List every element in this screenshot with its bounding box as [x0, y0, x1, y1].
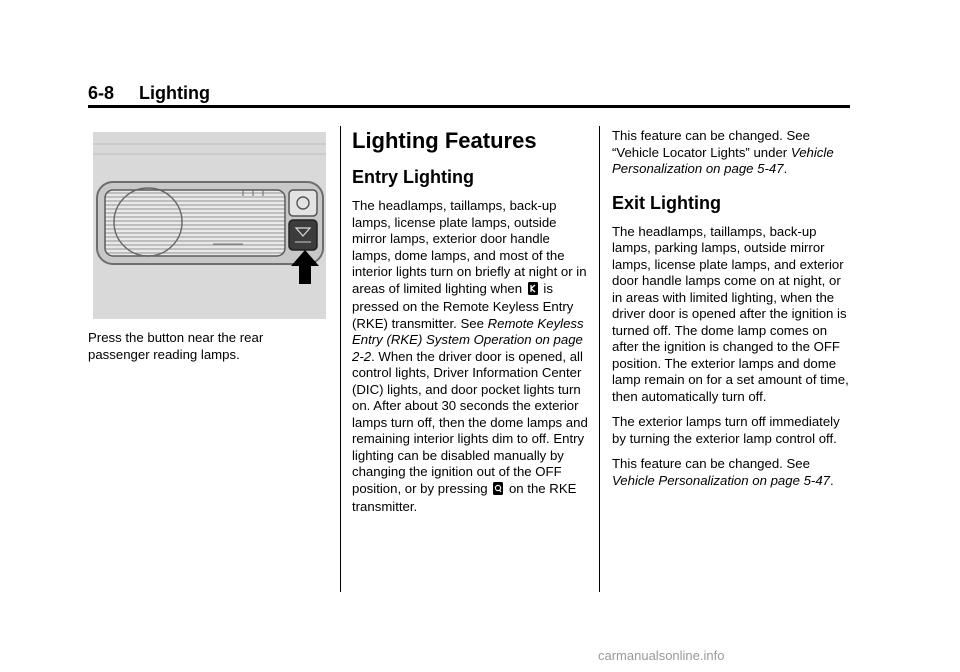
figure-caption: Press the button near the rear passenger reading lamps. — [88, 330, 264, 362]
middle-column — [352, 128, 592, 525]
exterior-lamps-paragraph: The exterior lamps turn off immediately by turning the exterior lamp control off. — [612, 414, 840, 446]
column-divider-left — [340, 126, 341, 592]
right-column — [612, 128, 854, 498]
header-rule — [88, 105, 850, 108]
personalization-reference: Vehicle Personalization on page 5-47 — [612, 144, 834, 176]
reading-lamp-figure — [93, 132, 326, 319]
lock-key-icon — [493, 482, 503, 500]
unlock-key-icon — [528, 282, 538, 300]
exit-lighting-paragraph: The headlamps, taillamps, back-up lamps, parking lamps, outside mirror lamps, license plate lamps, and exterior door handle lamps come on at night, or in areas with limited lighting, when the driver door is opened after the ignition is turned off. The dome lamp comes on after the ignition is changed to the OFF position. The exterior lamps and dome lamp remain on for a set amount of time, then automatically turn off. — [612, 223, 849, 404]
rke-reference: Remote Keyless Entry (RKE) System Operation on page 2-2 — [352, 315, 584, 364]
entry-lighting-heading: Entry Lighting — [352, 167, 474, 187]
vehicle-locator-paragraph: This feature can be changed. See “Vehicle Locator Lights” under Vehicle Personalization on page 5-47. — [612, 128, 834, 176]
feature-change-paragraph: This feature can be changed. See Vehicle Personalization on page 5-47. — [612, 456, 834, 488]
section-heading: Lighting Features — [352, 128, 537, 153]
watermark: carmanualsonline.info — [598, 648, 725, 663]
entry-lighting-paragraph: The headlamps, taillamps, back-up lamps, license plate lamps, outside mirror lamps, exterior door handle lamps, dome lamps, and most of the interior lights turn on briefly at night or in areas of limited lighting when is pressed on the Remote Keyless Entry (RKE) transmitter. See Remote Keyless Entry (RKE) System Operation on page 2-2. When the driver door is opened, all control lights, Driver Information Center (DIC) lights, and door pocket lights turn on. After about 30 seconds the exterior lamps turn off, then the dome lamps and remaining interior lights dim to off. Entry lighting can be disabled manually by changing the ignition out of the OFF position, or by pressing on the RKE transmitter. — [352, 198, 588, 514]
personalization-reference-2: Vehicle Personalization on page 5-47 — [612, 472, 830, 488]
reading-lamp-illustration — [93, 132, 326, 319]
exit-lighting-heading: Exit Lighting — [612, 192, 721, 213]
page-header — [88, 80, 850, 106]
page-title: 6-8 Lighting — [88, 83, 210, 103]
column-divider-right — [599, 126, 600, 592]
